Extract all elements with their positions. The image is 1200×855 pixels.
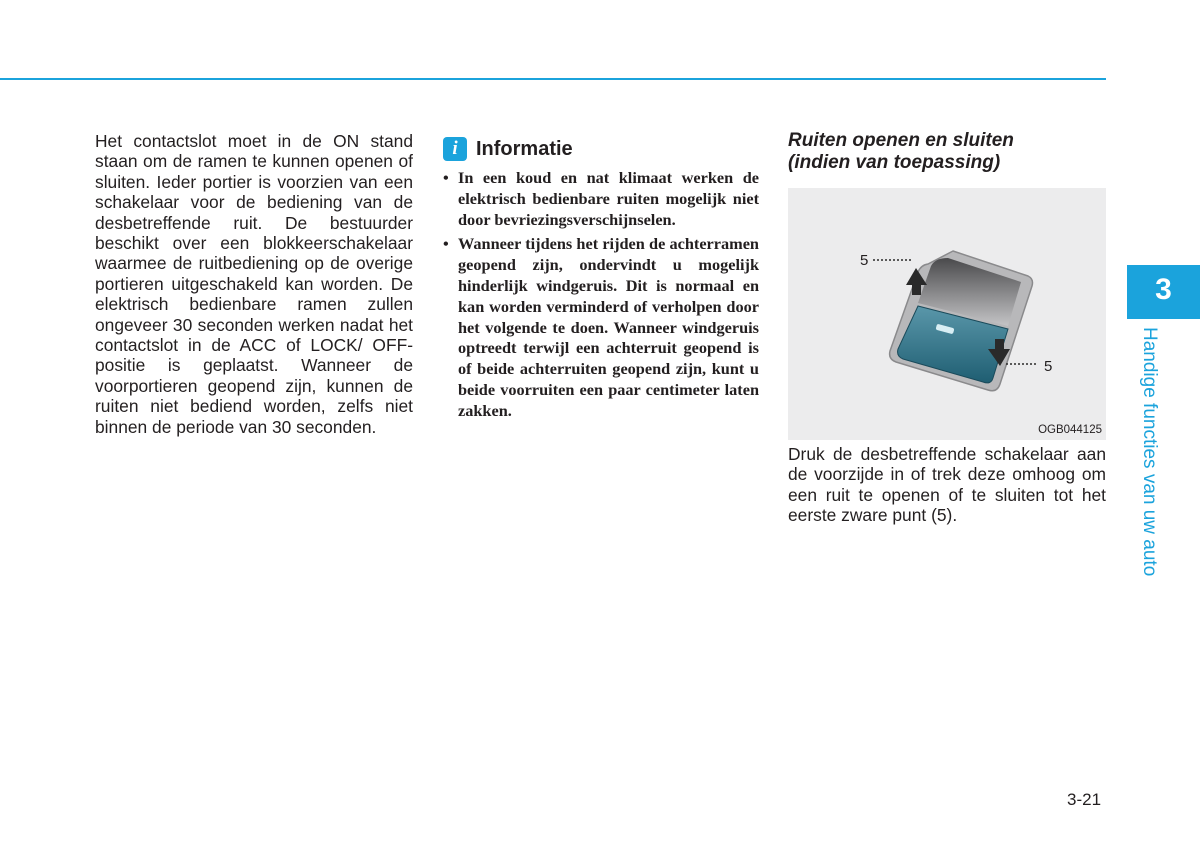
chapter-label: Handige functies van uw auto [1139,327,1160,577]
window-switch-illustration [788,188,1106,440]
section-title [788,130,1106,174]
info-header [443,136,759,162]
intro-paragraph: Het contactslot moet in de ON stand staan om de ramen te kunnen openen of sluiten. Ieder portier is voorzien van een schakelaar voor de bediening van de desbetreffende ruit. De bestuurder beschikt over een blokkeerschakelaar waarmee de ruitbediening op de overige portieren uitgeschakeld kan worden. De elektrisch bedienbare ramen zullen ongeveer 30 seconden werken nadat het contactslot in de ACC of LOCK/ OFF-positie is geplaatst. Wanneer de voorportieren geopend zijn, kunnen de ruiten niet bediend worden, zelfs niet binnen de periode van 30 seconden. [95,131,413,437]
info-list [443,168,759,422]
figure-code: OGB044125 [1038,424,1102,436]
chapter-tab: 3 [1127,265,1200,319]
info-item-1: • In een koud en nat klimaat werken de elektrisch bedienbare ruiten mogelijk niet door bevriezingsverschijnselen. [443,168,759,230]
info-box [443,136,759,426]
window-section [788,130,1106,526]
label-down: 5 [1044,358,1053,375]
label-up: 5 [860,252,869,269]
section-title-line1: Ruiten openen en sluiten [788,130,1014,151]
section-title-line2: (indien van toepassing) [788,152,1001,173]
section-paragraph: Druk de desbetreffende schakelaar aan de voorzijde in of trek deze omhoog om een ruit te openen of te sluiten tot het eerste zware punt (5). [788,444,1106,526]
info-icon: i [443,137,467,161]
header-rule [0,78,1106,80]
intro-column [95,131,413,437]
info-title: Informatie [476,137,573,160]
window-switch-figure [788,188,1106,440]
info-item-2: • Wanneer tijdens het rijden de achterramen geopend zijn, ondervindt u mogelijk hinderlijk windgeruis. Dit is normaal en kan worden verminderd of verholpen door het volgende te doen. Wanneer windgeruis optreedt terwijl een achterruit geopend is of beide achterruiten geopend zijn, kunt u beide voorruiten een paar centimeter laten zakken. [443,234,759,421]
page-number: 3-21 [1067,790,1102,809]
